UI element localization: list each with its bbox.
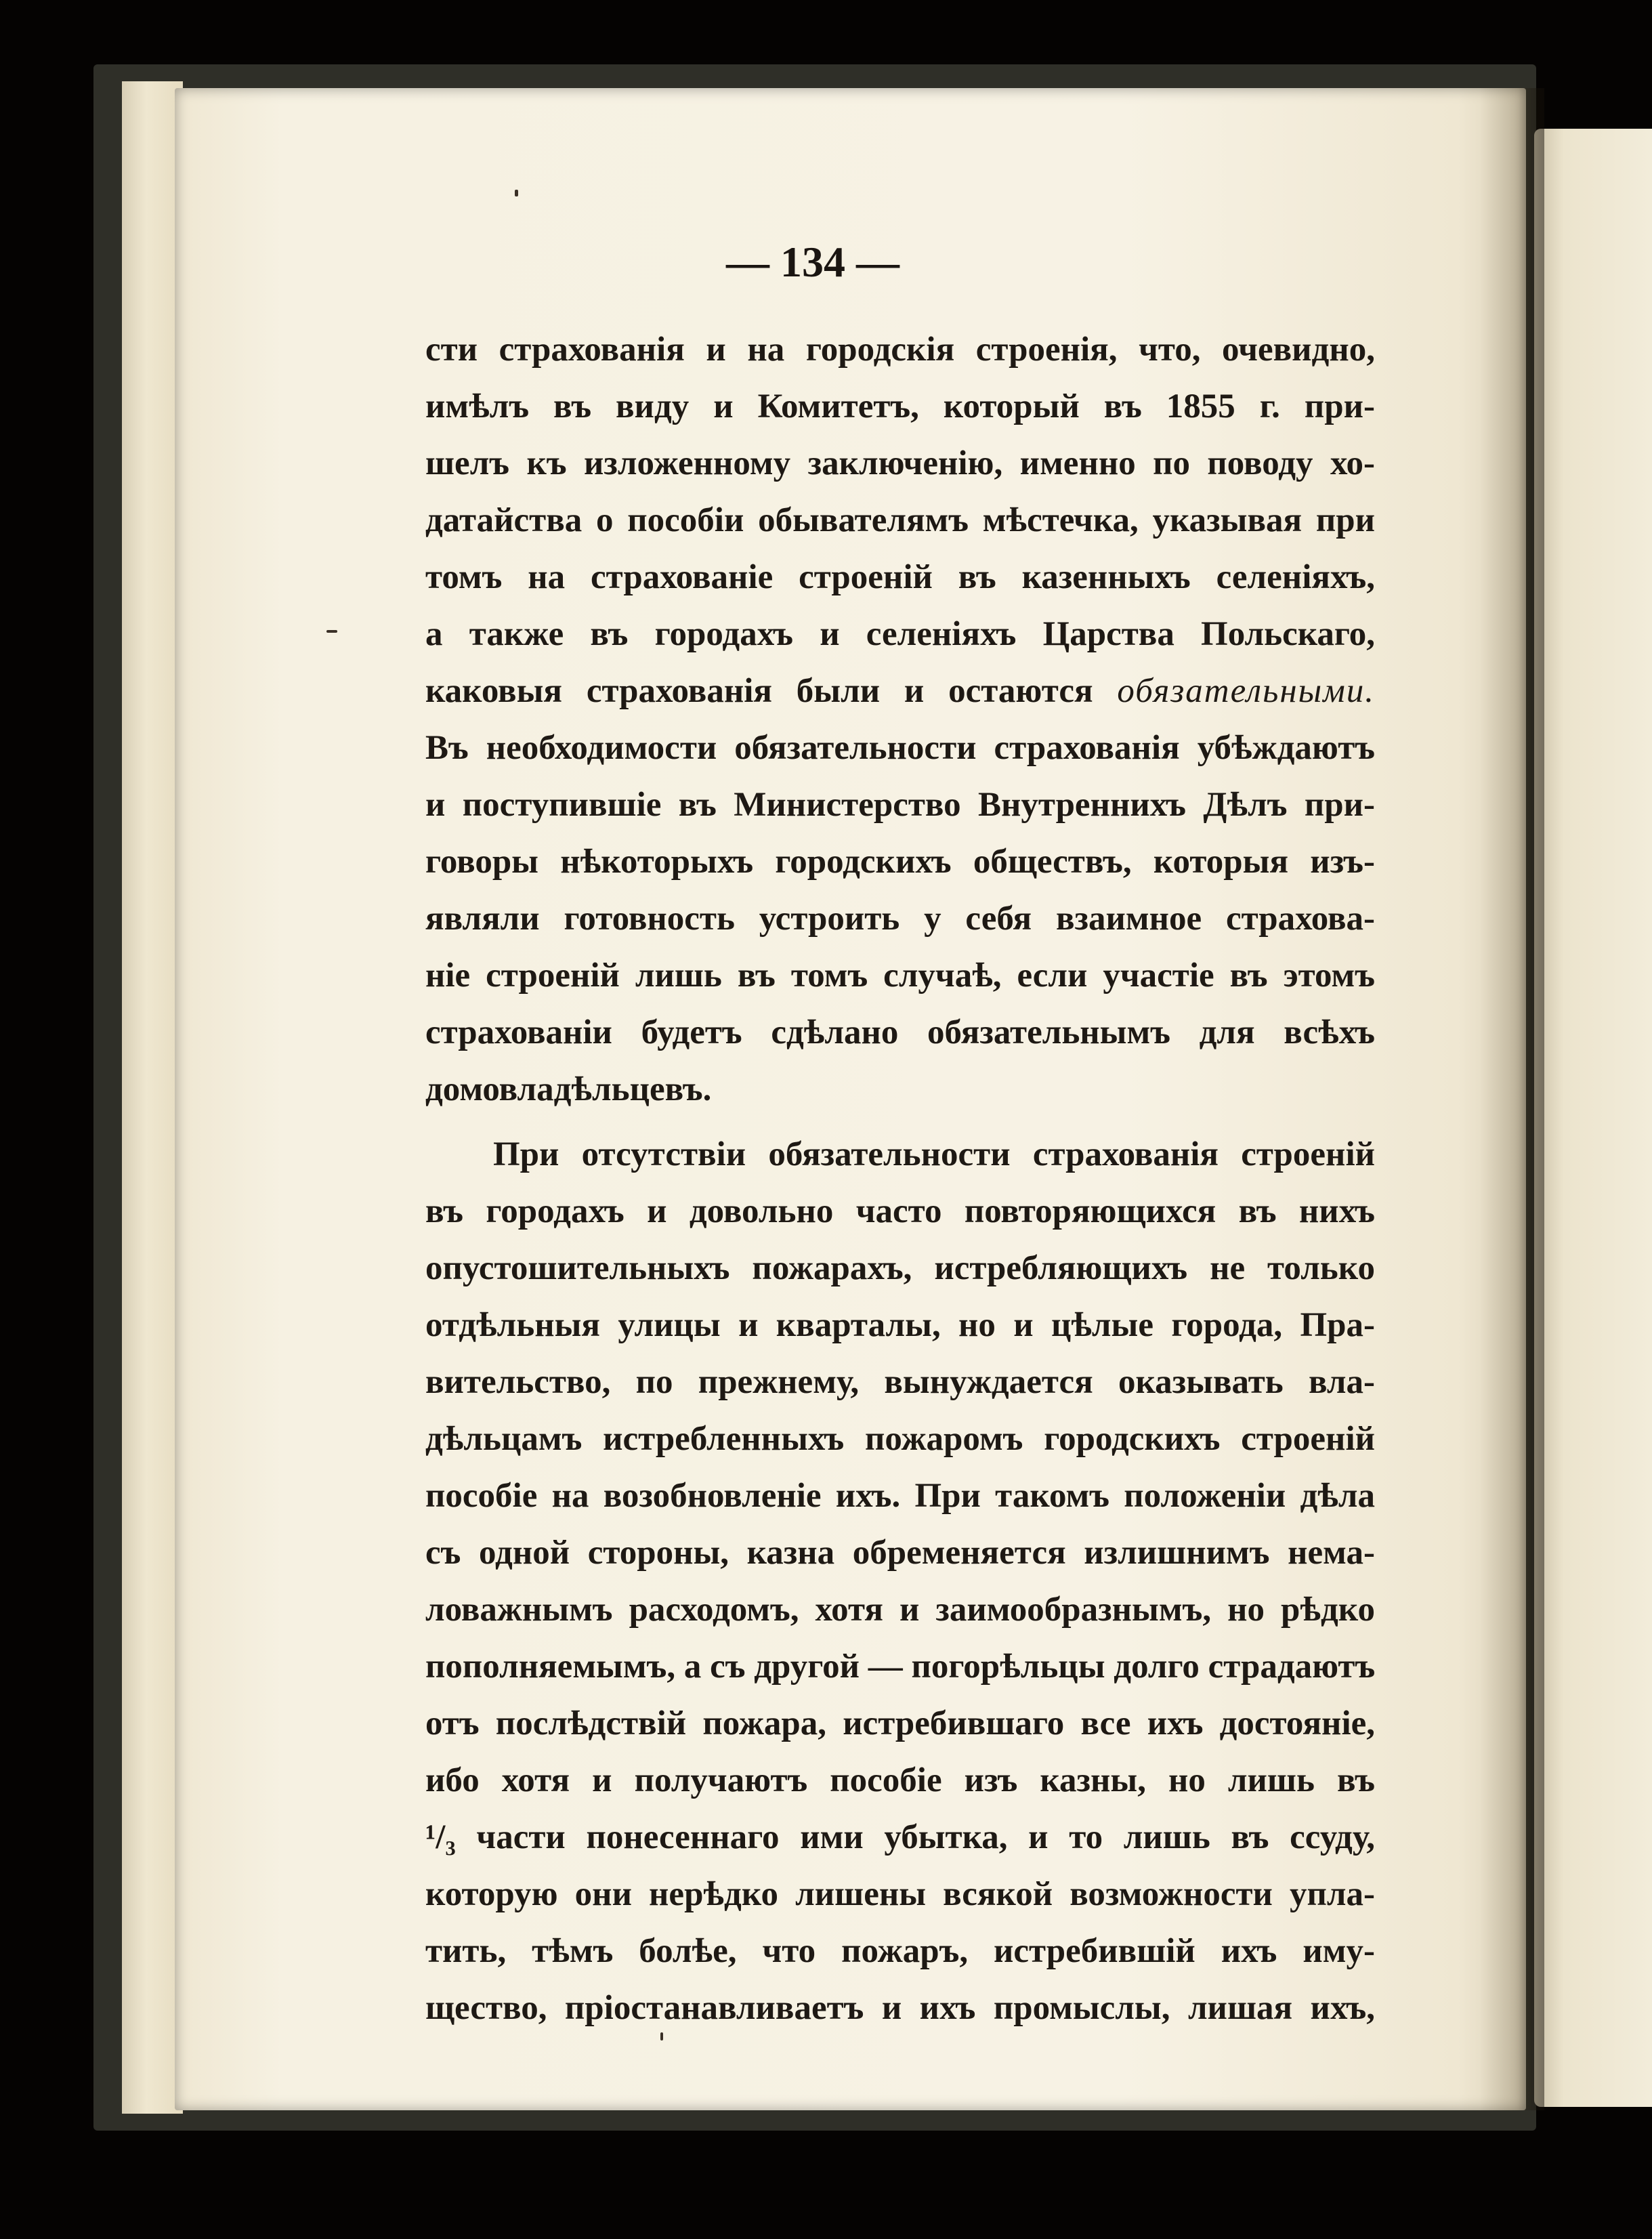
text-line: ловажнымъ расходомъ, хотя и заимообразнымъ, но рѣдко — [425, 1591, 1375, 1629]
italic-emphasis: обязательными. — [1117, 672, 1375, 710]
text-line: говоры нѣкоторыхъ городскихъ обществъ, которыя изъ- — [425, 843, 1375, 881]
text-line: являли готовность устроить у себя взаимное страхова- — [425, 900, 1375, 938]
text-line: шелъ къ изложенному заключенію, именно по поводу хо- — [425, 444, 1375, 482]
text-line: тить, тѣмъ болѣе, что пожаръ, истребившій ихъ иму- — [425, 1932, 1375, 1970]
text-line: отъ послѣдствій пожара, истребившаго все ихъ достояніе, — [425, 1704, 1375, 1742]
text-line-with-italic — [425, 663, 1375, 719]
page-number: — 134 — — [726, 238, 899, 286]
text-line: въ городахъ и довольно часто повторяющихся въ нихъ — [425, 1192, 1375, 1230]
paragraph-end-line: домовладѣльцевъ. — [425, 1070, 712, 1108]
text-line: Въ необходимости обязательности страхованія убѣждаютъ — [425, 729, 1375, 767]
text-line: отдѣльныя улицы и кварталы, но и цѣлые города, Пра- — [425, 1306, 1375, 1344]
text-line: съ одной стороны, казна обременяется излишнимъ нема- — [425, 1534, 1375, 1572]
text-line: вительство, по прежнему, вынуждается оказывать вла- — [425, 1363, 1375, 1401]
text-line: и поступившіе въ Министерство Внутреннихъ Дѣлъ при- — [425, 786, 1375, 824]
text-line: дѣльцамъ истребленныхъ пожаромъ городскихъ строеній — [425, 1420, 1375, 1458]
text-line: пополняемымъ, а съ другой — погорѣльцы долго страдаютъ — [425, 1648, 1375, 1686]
page-stack-edge — [122, 81, 183, 2114]
facing-page-edge — [1534, 129, 1652, 2107]
ink-speck — [326, 630, 337, 633]
text-line: имѣлъ въ виду и Комитетъ, который въ 1855 г. при- — [425, 388, 1375, 425]
text-line: ніе строеній лишь въ томъ случаѣ, если участіе въ этомъ — [425, 957, 1375, 995]
text-line: ибо хотя и получаютъ пособіе изъ казны, но лишь въ — [425, 1761, 1375, 1799]
text-line: страхованіи будетъ сдѣлано обязательнымъ для всѣхъ — [425, 1013, 1375, 1051]
text-line: щество, пріостанавливаетъ и ихъ промыслы, лишая ихъ, — [425, 1989, 1375, 2027]
ink-speck — [515, 190, 518, 196]
paragraph-start-line: При отсутствіи обязательности страхованія строеній — [493, 1135, 1375, 1173]
text-line: сти страхованія и на городскія строенія, что, очевидно, — [425, 331, 1375, 369]
text-line: пособіе на возобновленіе ихъ. При такомъ положеніи дѣла — [425, 1477, 1375, 1515]
body-text — [425, 321, 1375, 2036]
text-line: ¹/₃ части понесеннаго ими убытка, и то лишь въ ссуду, — [425, 1818, 1375, 1856]
text-line: томъ на страхованіе строеній въ казенныхъ селеніяхъ, — [425, 558, 1375, 596]
text-line-start: каковыя страхованія были и остаются — [425, 672, 1093, 710]
gutter-shadow — [1480, 88, 1544, 2110]
text-line: а также въ городахъ и селеніяхъ Царства Польскаго, — [425, 615, 1375, 653]
text-line: опустошительныхъ пожарахъ, истребляющихъ не только — [425, 1249, 1375, 1287]
text-line: которую они нерѣдко лишены всякой возможности упла- — [425, 1875, 1375, 1913]
text-line: датайства о пособіи обывателямъ мѣстечка, указывая при — [425, 501, 1375, 539]
